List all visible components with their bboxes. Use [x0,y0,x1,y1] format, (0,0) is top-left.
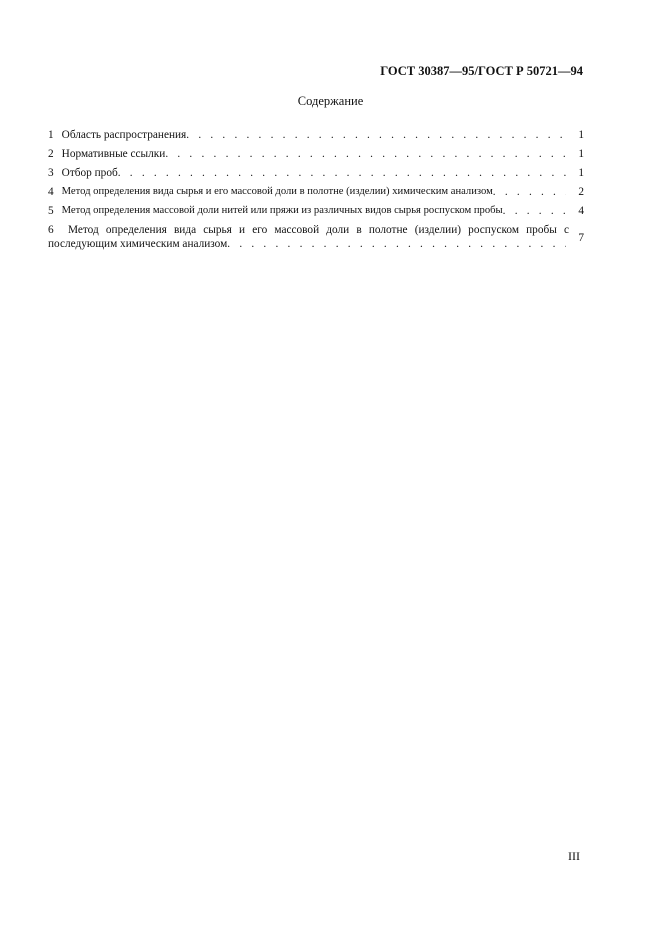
toc-entry-2[interactable] [48,147,584,161]
toc-entry-page: 1 [578,148,584,160]
toc-leader-dots [186,128,566,142]
toc-title: Содержание [297,94,364,108]
toc-entry-title: Область распространения [61,129,187,141]
toc-entry-title-line1 [48,223,569,237]
toc-entry-title: Отбор проб [61,167,118,179]
toc-entry-1[interactable] [48,128,584,142]
toc-entry-page: 2 [578,186,584,198]
toc-entry-number: 3 [48,167,54,179]
toc-entry-page: 1 [578,167,584,179]
document-code-header: ГОСТ 30387—95/ГОСТ Р 50721—94 [380,64,583,78]
toc-leader-dots [503,204,566,218]
toc-entry-page: 4 [578,205,584,217]
toc-entry-title: Нормативные ссылки [61,148,166,160]
toc-entry-title: Метод определения вида сырья и его массовой доли в полотне (изделии) роспуском пробы с [67,224,569,236]
toc-entry-title-continued: последующим химическим анализом [48,238,228,250]
table-of-contents [48,128,584,256]
toc-entry-title: Метод определения вида сырья и его массовой доли в полотне (изделии) химическим анализом [61,186,493,197]
toc-entry-6[interactable] [48,223,584,251]
toc-entry-page: 7 [578,232,584,244]
toc-entry-number: 2 [48,148,54,160]
toc-entry-page: 1 [578,129,584,141]
toc-leader-dots [165,147,566,161]
toc-leader-dots [227,237,566,251]
toc-entry-3[interactable] [48,166,584,180]
toc-entry-number: 5 [48,205,54,217]
toc-entry-number: 4 [48,186,54,198]
toc-leader-dots [493,185,566,199]
toc-entry-title: Метод определения массовой доли нитей или пряжи из различных видов сырья роспуском пробы [61,205,503,216]
toc-entry-4[interactable] [48,185,584,199]
page-number: III [568,849,580,863]
toc-entry-number: 6 [48,224,54,236]
toc-entry-number: 1 [48,129,54,141]
toc-leader-dots [118,166,566,180]
toc-entry-5[interactable] [48,204,584,218]
